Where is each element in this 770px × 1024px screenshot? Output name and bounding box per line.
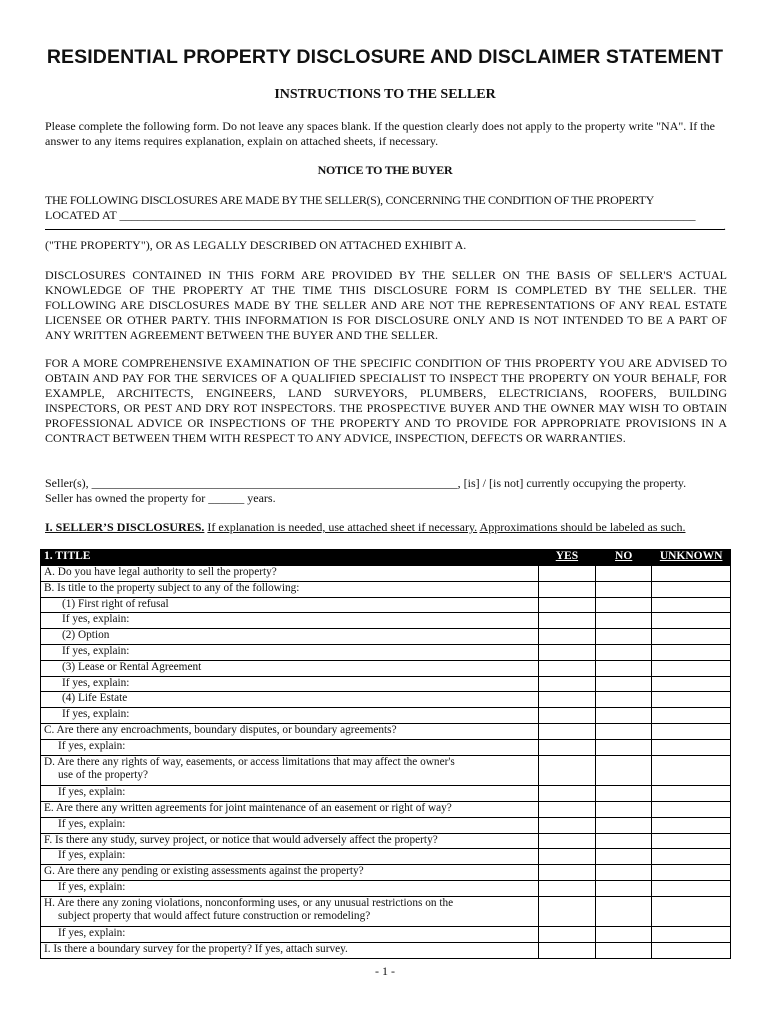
no-answer-cell[interactable] bbox=[596, 943, 652, 959]
page-number: - 1 - bbox=[375, 964, 395, 978]
question-cell bbox=[41, 801, 539, 817]
question-text: If yes, explain: bbox=[62, 676, 130, 689]
table-header-row bbox=[41, 550, 731, 566]
table-row bbox=[41, 786, 731, 802]
no-answer-cell[interactable] bbox=[596, 755, 652, 786]
yes-answer-cell[interactable] bbox=[538, 817, 595, 833]
no-answer-cell[interactable] bbox=[596, 849, 652, 865]
question-cell bbox=[41, 865, 539, 881]
yes-answer-cell[interactable] bbox=[538, 880, 595, 896]
no-answer-cell[interactable] bbox=[596, 692, 652, 708]
question-cell bbox=[41, 943, 539, 959]
question-text: D. Are there any rights of way, easements, or access limitations that may affect the owner's bbox=[44, 755, 455, 768]
question-text: (4) Life Estate bbox=[62, 692, 128, 705]
document-title: RESIDENTIAL PROPERTY DISCLOSURE AND DISCLAIMER STATEMENT bbox=[46, 46, 724, 68]
question-text: If yes, explain: bbox=[62, 708, 130, 721]
question-cell bbox=[41, 833, 539, 849]
table-row bbox=[41, 660, 731, 676]
table-row bbox=[41, 566, 731, 582]
table-row bbox=[41, 801, 731, 817]
table-row bbox=[41, 880, 731, 896]
no-answer-cell[interactable] bbox=[596, 786, 652, 802]
unknown-answer-cell[interactable] bbox=[652, 833, 731, 849]
question-text: If yes, explain: bbox=[58, 817, 126, 830]
table-row bbox=[41, 849, 731, 865]
question-text: E. Are there any written agreements for joint maintenance of an easement or right of way? bbox=[44, 801, 452, 814]
question-text: (1) First right of refusal bbox=[62, 597, 169, 610]
unknown-answer-cell[interactable] bbox=[652, 676, 731, 692]
unknown-answer-cell[interactable] bbox=[652, 708, 731, 724]
yes-answer-cell[interactable] bbox=[538, 849, 595, 865]
unknown-answer-cell[interactable] bbox=[652, 644, 731, 660]
question-text: F. Is there any study, survey project, or notice that would adversely affect the property? bbox=[44, 833, 438, 846]
no-answer-cell[interactable] bbox=[596, 801, 652, 817]
question-text: (3) Lease or Rental Agreement bbox=[62, 660, 202, 673]
table-row bbox=[41, 896, 731, 927]
instructions-paragraph: Please complete the following form. Do not leave any spaces blank. If the question clearly does not apply to the property write "NA". If the answer to any items requires explanation, explain on attached sheets, if necessary. bbox=[45, 119, 715, 148]
yes-answer-cell[interactable] bbox=[538, 629, 595, 645]
yes-answer-cell[interactable] bbox=[538, 739, 595, 755]
located-at-line: LOCATED AT ________________________________________________________________________________________________ bbox=[45, 208, 696, 222]
unknown-answer-cell[interactable] bbox=[652, 865, 731, 881]
no-answer-cell[interactable] bbox=[596, 817, 652, 833]
table-row bbox=[41, 755, 731, 786]
question-cell bbox=[41, 786, 539, 802]
question-text: C. Are there any encroachments, boundary disputes, or boundary agreements? bbox=[44, 723, 397, 736]
unknown-answer-cell[interactable] bbox=[652, 597, 731, 613]
table-row bbox=[41, 708, 731, 724]
yes-answer-cell[interactable] bbox=[538, 692, 595, 708]
no-answer-cell[interactable] bbox=[596, 581, 652, 597]
table-row bbox=[41, 739, 731, 755]
yes-answer-cell[interactable] bbox=[538, 896, 595, 927]
no-answer-cell[interactable] bbox=[596, 739, 652, 755]
question-text: If yes, explain: bbox=[62, 613, 130, 626]
unknown-answer-cell[interactable] bbox=[652, 927, 731, 943]
table-row bbox=[41, 833, 731, 849]
table-row bbox=[41, 817, 731, 833]
no-answer-cell[interactable] bbox=[596, 676, 652, 692]
unknown-answer-cell[interactable] bbox=[652, 880, 731, 896]
yes-answer-cell[interactable] bbox=[538, 581, 595, 597]
question-cell bbox=[41, 597, 539, 613]
question-text: If yes, explain: bbox=[58, 739, 126, 752]
yes-answer-cell[interactable] bbox=[538, 786, 595, 802]
no-answer-cell[interactable] bbox=[596, 833, 652, 849]
question-cell bbox=[41, 629, 539, 645]
question-cell bbox=[41, 708, 539, 724]
yes-answer-cell[interactable] bbox=[538, 943, 595, 959]
question-cell bbox=[41, 723, 539, 739]
yes-answer-cell[interactable] bbox=[538, 660, 595, 676]
disclosure-basis-paragraph: DISCLOSURES CONTAINED IN THIS FORM ARE PROVIDED BY THE SELLER ON THE BASIS OF SELLER'S ACTUAL KNOWLEDGE OF THE PROPERTY AT THE TIME THIS DISCLOSURE FORM IS COMPLETED BY THE SELLER. THE FOLLOWING ARE DISCLOSURES MADE BY THE SELLER AND ARE NOT THE REPRESENTATIONS OF ANY REAL ESTATE LICENSEE OR OTHER PARTY. THIS INFORMATION IS FOR DISCLOSURE ONLY AND IS NOT INTENDED TO BE A PART OF ANY WRITTEN AGREEMENT BETWEEN THE BUYER AND THE SELLER. bbox=[45, 268, 727, 342]
unknown-answer-cell[interactable] bbox=[652, 817, 731, 833]
unknown-answer-cell[interactable] bbox=[652, 739, 731, 755]
question-cell bbox=[41, 581, 539, 597]
question-text: A. Do you have legal authority to sell the property? bbox=[44, 566, 277, 578]
section-heading-line bbox=[45, 520, 686, 535]
section-heading: I. SELLER’S DISCLOSURES. bbox=[45, 520, 205, 534]
question-cell bbox=[41, 927, 539, 943]
table-row bbox=[41, 581, 731, 597]
yes-answer-cell[interactable] bbox=[538, 708, 595, 724]
question-cell bbox=[41, 613, 539, 629]
unknown-answer-cell[interactable] bbox=[652, 801, 731, 817]
unknown-answer-cell[interactable] bbox=[652, 566, 731, 582]
yes-answer-cell[interactable] bbox=[538, 801, 595, 817]
question-cell bbox=[41, 896, 539, 927]
question-text: If yes, explain: bbox=[62, 644, 130, 657]
table-row bbox=[41, 943, 731, 959]
question-cell bbox=[41, 849, 539, 865]
unknown-answer-cell[interactable] bbox=[652, 786, 731, 802]
table-row bbox=[41, 692, 731, 708]
yes-answer-cell[interactable] bbox=[538, 676, 595, 692]
question-text: If yes, explain: bbox=[58, 849, 126, 862]
no-answer-cell[interactable] bbox=[596, 597, 652, 613]
table-row bbox=[41, 723, 731, 739]
table-row bbox=[41, 597, 731, 613]
unknown-answer-cell[interactable] bbox=[652, 943, 731, 959]
unknown-column-header: UNKNOWN bbox=[652, 550, 731, 566]
no-answer-cell[interactable] bbox=[596, 660, 652, 676]
table-row bbox=[41, 629, 731, 645]
unknown-answer-cell[interactable] bbox=[652, 755, 731, 786]
seller-occupancy-line[interactable]: Seller(s), _____________________________________________________________, [is] / [is not] currently occupying the property. bbox=[45, 476, 687, 490]
question-cell bbox=[41, 660, 539, 676]
question-cell bbox=[41, 566, 539, 582]
section-note-explanation: If explanation is needed, use attached sheet if necessary. bbox=[207, 520, 478, 534]
notice-heading: NOTICE TO THE BUYER bbox=[317, 163, 453, 177]
no-answer-cell[interactable] bbox=[596, 629, 652, 645]
no-answer-cell[interactable] bbox=[596, 723, 652, 739]
address-line-period: . bbox=[723, 219, 726, 233]
no-answer-cell[interactable] bbox=[596, 896, 652, 927]
question-cell bbox=[41, 880, 539, 896]
question-text: B. Is title to the property subject to any of the following: bbox=[44, 581, 300, 594]
no-column-header: NO bbox=[596, 550, 652, 566]
question-cell bbox=[41, 755, 539, 786]
question-cell bbox=[41, 817, 539, 833]
yes-answer-cell[interactable] bbox=[538, 927, 595, 943]
no-answer-cell[interactable] bbox=[596, 880, 652, 896]
yes-answer-cell[interactable] bbox=[538, 755, 595, 786]
table-row bbox=[41, 865, 731, 881]
table-row bbox=[41, 644, 731, 660]
yes-answer-cell[interactable] bbox=[538, 613, 595, 629]
yes-answer-cell[interactable] bbox=[538, 644, 595, 660]
address-fill-line[interactable] bbox=[45, 228, 725, 230]
question-text: H. Are there any zoning violations, nonconforming uses, or any unusual restrictions on the bbox=[44, 896, 454, 909]
question-text: I. Is there a boundary survey for the property? If yes, attach survey. bbox=[44, 943, 348, 956]
property-description-line: ("THE PROPERTY"), OR AS LEGALLY DESCRIBED ON ATTACHED EXHIBIT A. bbox=[45, 238, 467, 252]
unknown-answer-cell[interactable] bbox=[652, 723, 731, 739]
question-cell bbox=[41, 739, 539, 755]
inspection-advice-paragraph: FOR A MORE COMPREHENSIVE EXAMINATION OF THE SPECIFIC CONDITION OF THIS PROPERTY YOU ARE ADVISED TO OBTAIN AND PAY FOR THE SERVICES OF A QUALIFIED SPECIALIST TO INSPECT THE PROPERTY ON YOUR BEHALF, FOR EXAMPLE, ARCHITECTS, ENGINEERS, LAND SURVEYORS, PLUMBERS, ELECTRICIANS, ROOFERS, BUILDING INSPECTORS, OR PEST AND DRY ROT INSPECTORS. THE PROSPECTIVE BUYER AND THE OWNER MAY WISH TO OBTAIN PROFESSIONAL ADVICE OR INSPECTIONS OF THE PROPERTY AND TO PROVIDE FOR APPROPRIATE PROVISIONS IN A CONTRACT BETWEEN THEM WITH RESPECT TO ANY ADVICE, INSPECTION, DEFECTS OR WARRANTIES. bbox=[45, 356, 727, 445]
section-title-header: 1. TITLE bbox=[41, 550, 539, 566]
question-text: G. Are there any pending or existing assessments against the property? bbox=[44, 865, 364, 878]
title-disclosure-table bbox=[40, 549, 731, 959]
yes-answer-cell[interactable] bbox=[538, 723, 595, 739]
table-row bbox=[41, 676, 731, 692]
yes-answer-cell[interactable] bbox=[538, 865, 595, 881]
instructions-heading: INSTRUCTIONS TO THE SELLER bbox=[274, 87, 496, 102]
question-text: If yes, explain: bbox=[58, 880, 126, 893]
section-note-approximations: Approximations should be labeled as such. bbox=[479, 520, 686, 534]
unknown-answer-cell[interactable] bbox=[652, 613, 731, 629]
table-row bbox=[41, 613, 731, 629]
unknown-answer-cell[interactable] bbox=[652, 692, 731, 708]
no-answer-cell[interactable] bbox=[596, 927, 652, 943]
no-answer-cell[interactable] bbox=[596, 644, 652, 660]
no-answer-cell[interactable] bbox=[596, 708, 652, 724]
question-text-continued: subject property that would affect future construction or remodeling? bbox=[58, 909, 371, 922]
question-text: If yes, explain: bbox=[58, 786, 126, 799]
yes-answer-cell[interactable] bbox=[538, 833, 595, 849]
unknown-answer-cell[interactable] bbox=[652, 660, 731, 676]
yes-answer-cell[interactable] bbox=[538, 597, 595, 613]
unknown-answer-cell[interactable] bbox=[652, 896, 731, 927]
question-text-continued: use of the property? bbox=[58, 768, 149, 781]
question-cell bbox=[41, 644, 539, 660]
no-answer-cell[interactable] bbox=[596, 613, 652, 629]
no-answer-cell[interactable] bbox=[596, 865, 652, 881]
question-cell bbox=[41, 676, 539, 692]
question-cell bbox=[41, 692, 539, 708]
question-text: (2) Option bbox=[62, 629, 110, 642]
seller-ownership-line[interactable]: Seller has owned the property for ______ years. bbox=[45, 491, 276, 505]
yes-answer-cell[interactable] bbox=[538, 566, 595, 582]
unknown-answer-cell[interactable] bbox=[652, 849, 731, 865]
table-row bbox=[41, 927, 731, 943]
unknown-answer-cell[interactable] bbox=[652, 629, 731, 645]
disclosure-intro-line-1: THE FOLLOWING DISCLOSURES ARE MADE BY THE SELLER(S), CONCERNING THE CONDITION OF THE PROPERTY bbox=[45, 193, 654, 207]
yes-column-header: YES bbox=[538, 550, 595, 566]
question-text: If yes, explain: bbox=[58, 927, 126, 940]
unknown-answer-cell[interactable] bbox=[652, 581, 731, 597]
no-answer-cell[interactable] bbox=[596, 566, 652, 582]
